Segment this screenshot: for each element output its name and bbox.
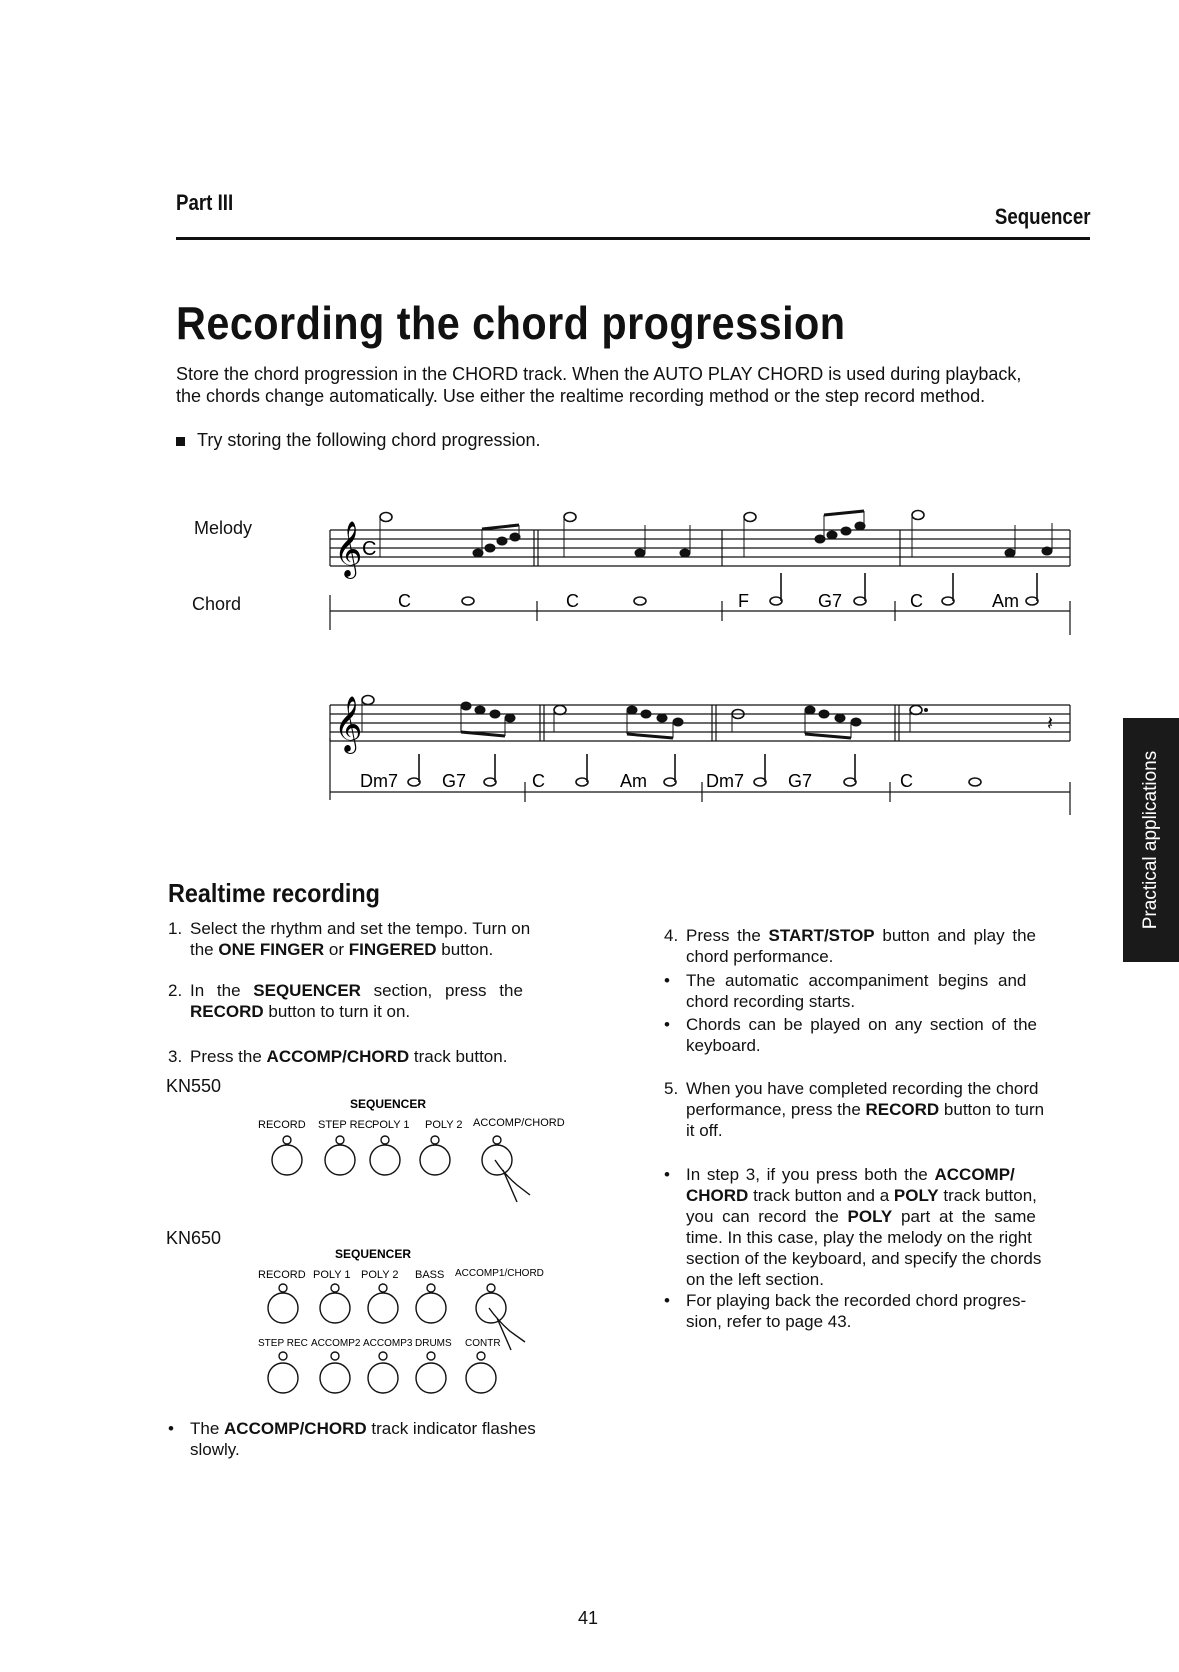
step-4-bullet-1: • The automatic accompaniment begins and chord recording starts. xyxy=(664,971,1027,1011)
chord-symbol: Am xyxy=(620,771,647,791)
score-row-2 xyxy=(320,670,1080,830)
bullet-dot-icon: • xyxy=(664,1015,670,1034)
intro-text xyxy=(176,363,1106,407)
poly1-button[interactable] xyxy=(320,1293,350,1323)
panel-title: SEQUENCER xyxy=(350,1097,427,1111)
step-number: 2. xyxy=(168,981,183,1000)
chord-symbol: C xyxy=(532,771,545,791)
realtime-heading: Realtime recording xyxy=(168,878,380,908)
treble-clef-icon: 𝄞 xyxy=(334,523,363,576)
bullet-dot-icon: • xyxy=(168,1419,174,1438)
chord-symbol: F xyxy=(738,591,749,611)
chord-symbol: Dm7 xyxy=(360,771,399,791)
step-5-bullet-1: • In step 3, if you press both the ACCOMP/ CHORD track button and a POLY track button, you can record the POLY part at the same time. In this case, play the melody on the right section of the keyboard, and specify the chords on the left section. xyxy=(664,1165,1042,1289)
kn550-label: KN550 xyxy=(166,1076,222,1096)
record-button[interactable] xyxy=(268,1293,298,1323)
side-tab-label: Practical applications xyxy=(1140,750,1161,930)
step-1-line-2: the ONE FINGER or FINGERED button. xyxy=(190,940,494,959)
step-rec-button[interactable] xyxy=(325,1145,355,1175)
bullet-dot-icon: • xyxy=(664,971,670,990)
panel-button-label: BASS xyxy=(415,1269,445,1281)
bullet-dot-icon: • xyxy=(664,1165,670,1184)
chord-symbols-row1 xyxy=(398,591,1019,611)
panel-button-label: POLY 2 xyxy=(361,1269,399,1281)
accomp2-button[interactable] xyxy=(320,1363,350,1393)
step-3: 3. Press the ACCOMP/CHORD track button. xyxy=(168,1047,508,1066)
intro-line-1: Store the chord progression in the CHORD track. When the AUTO PLAY CHORD is used during playback, xyxy=(176,364,1022,384)
chord-label: Chord xyxy=(192,594,242,614)
panel-button-label: CONTR xyxy=(465,1338,501,1349)
page-number: 41 xyxy=(578,1608,599,1628)
step-4: 4. Press the START/STOP button and play the chord performance. xyxy=(664,926,1036,966)
panel-button-label: POLY 1 xyxy=(372,1119,410,1131)
step-4-bullet-2: • Chords can be played on any section of the keyboard. xyxy=(664,1015,1037,1055)
flash-note: • The ACCOMP/CHORD track indicator flashes slowly. xyxy=(168,1419,536,1459)
panel-button-label: STEP REC xyxy=(318,1119,373,1131)
part-label: Part III xyxy=(176,190,234,215)
panel-button-label: RECORD xyxy=(258,1119,306,1131)
panel-button-label: ACCOMP2 xyxy=(311,1338,361,1349)
melody-notes-row1 xyxy=(380,511,1052,558)
step-1 xyxy=(168,918,588,960)
step-5-bullet-2: • For playing back the recorded chord progres- sion, refer to page 43. xyxy=(664,1291,1027,1331)
svg-text:𝄽: 𝄽 xyxy=(1047,713,1054,735)
square-bullet-icon xyxy=(176,437,185,446)
header-rule xyxy=(176,237,1090,240)
kn550-panel xyxy=(255,1090,565,1220)
staff-lines-row1 xyxy=(330,530,1070,566)
control-button[interactable] xyxy=(466,1363,496,1393)
score-row-1 xyxy=(320,495,1080,645)
chord-line-row2 xyxy=(330,738,1070,815)
chord-symbol: C xyxy=(398,591,411,611)
panel-button-label: ACCOMP1/CHORD xyxy=(455,1268,544,1279)
common-time-icon: C xyxy=(362,538,377,560)
step-1-line-1: Select the rhythm and set the tempo. Turn on xyxy=(190,919,531,938)
chord-line-row1 xyxy=(330,595,1070,635)
panel-button-label: RECORD xyxy=(258,1269,306,1281)
page-title: Recording the chord progression xyxy=(176,297,846,349)
pointing-hand-icon xyxy=(495,1160,530,1202)
step-rec-button[interactable] xyxy=(268,1363,298,1393)
poly2-button[interactable] xyxy=(420,1145,450,1175)
accomp-chord-button[interactable] xyxy=(482,1145,512,1175)
record-button[interactable] xyxy=(272,1145,302,1175)
chord-symbol: C xyxy=(910,591,923,611)
chord-symbol: C xyxy=(900,771,913,791)
step-number: 3. xyxy=(168,1047,183,1066)
try-bullet-text: Try storing the following chord progression. xyxy=(197,430,541,450)
kn650-panel xyxy=(255,1240,545,1420)
panel-button-label: POLY 2 xyxy=(425,1119,463,1131)
step-2-line-1: In the SEQUENCER section, press the xyxy=(190,981,523,1000)
intro-line-2: the chords change automatically. Use either the realtime recording method or the step record method. xyxy=(176,386,986,406)
panel-button-label: POLY 1 xyxy=(313,1269,351,1281)
panel-button-label: DRUMS xyxy=(415,1338,452,1349)
chord-symbol: Am xyxy=(992,591,1019,611)
step-number: 5. xyxy=(664,1079,679,1098)
accomp3-button[interactable] xyxy=(368,1363,398,1393)
kn650-label: KN650 xyxy=(166,1228,222,1248)
section-label: Sequencer xyxy=(994,204,1090,229)
panel-button-label: ACCOMP3 xyxy=(363,1338,413,1349)
step-5: 5. When you have completed recording the chord performance, press the RECORD button to turn it off. xyxy=(664,1079,1045,1140)
treble-clef-icon: 𝄞 xyxy=(334,698,363,751)
chord-symbol: C xyxy=(566,591,579,611)
side-tab xyxy=(1123,718,1179,962)
step-2-line-2: RECORD button to turn it on. xyxy=(190,1002,411,1021)
try-bullet xyxy=(176,430,541,451)
accomp1-chord-button[interactable] xyxy=(476,1293,506,1323)
panel-title: SEQUENCER xyxy=(335,1247,412,1261)
panel-button-label: STEP REC xyxy=(258,1338,308,1349)
chord-symbols-row2 xyxy=(360,771,913,791)
poly2-button[interactable] xyxy=(368,1293,398,1323)
panel-button-label: ACCOMP/CHORD xyxy=(473,1117,565,1129)
drums-button[interactable] xyxy=(416,1363,446,1393)
staff-lines-row2 xyxy=(330,705,1070,741)
chord-durations-row2 xyxy=(408,754,981,786)
melody-label: Melody xyxy=(194,518,253,538)
step-number: 4. xyxy=(664,926,679,945)
poly1-button[interactable] xyxy=(370,1145,400,1175)
step-number: 1. xyxy=(168,919,183,938)
chord-symbol: G7 xyxy=(788,771,813,791)
chord-symbol: Dm7 xyxy=(706,771,745,791)
bullet-dot-icon: • xyxy=(664,1291,670,1310)
step-2 xyxy=(168,980,588,1022)
chord-durations-row1 xyxy=(462,573,1038,605)
chord-symbol: G7 xyxy=(818,591,843,611)
chord-symbol: G7 xyxy=(442,771,467,791)
bass-button[interactable] xyxy=(416,1293,446,1323)
